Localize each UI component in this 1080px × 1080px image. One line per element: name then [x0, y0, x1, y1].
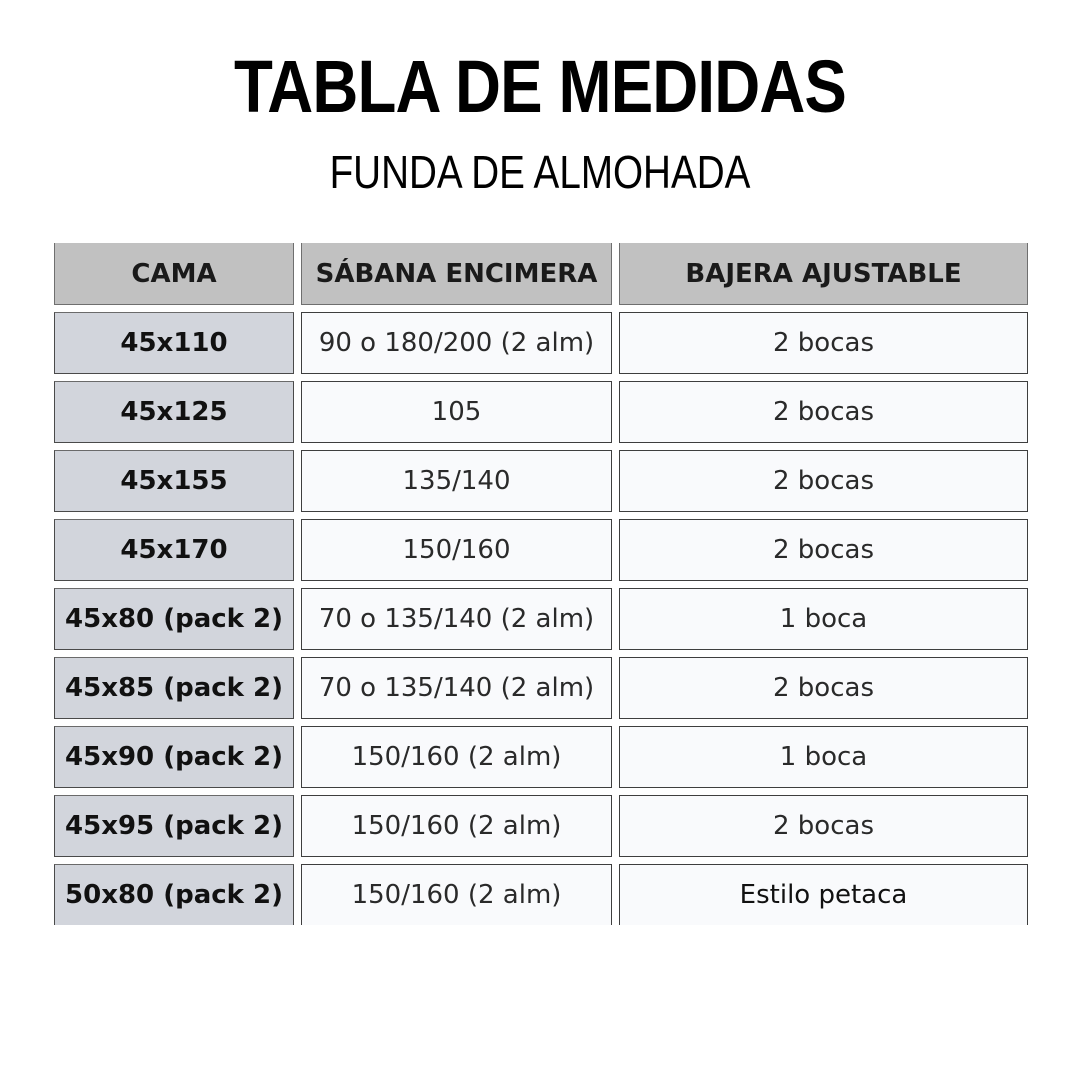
size-table: [54, 243, 1028, 932]
sabana-cell: 105: [301, 381, 612, 443]
table-row: [54, 450, 1028, 512]
bajera-cell: 2 bocas: [619, 312, 1028, 374]
sabana-cell: 150/160 (2 alm): [301, 864, 612, 925]
sabana-cell: 70 o 135/140 (2 alm): [301, 588, 612, 650]
table-row: [54, 588, 1028, 650]
bajera-cell: 2 bocas: [619, 381, 1028, 443]
table-row: [54, 381, 1028, 443]
table-header-row: [54, 243, 1028, 305]
table-row: [54, 795, 1028, 857]
header-cama: CAMA: [54, 243, 294, 305]
bajera-cell: 2 bocas: [619, 657, 1028, 719]
cama-cell: 45x95 (pack 2): [54, 795, 294, 857]
page-title: TABLA DE MEDIDAS: [233, 45, 847, 128]
cama-cell: 45x80 (pack 2): [54, 588, 294, 650]
table-row: [54, 657, 1028, 719]
cama-cell: 50x80 (pack 2): [54, 864, 294, 925]
bajera-cell: Estilo petaca: [619, 864, 1028, 925]
header-sabana-encimera: SÁBANA ENCIMERA: [301, 243, 612, 305]
cama-cell: 45x125: [54, 381, 294, 443]
table-row: [54, 312, 1028, 374]
bajera-cell: 2 bocas: [619, 519, 1028, 581]
sabana-cell: 150/160: [301, 519, 612, 581]
cama-cell: 45x85 (pack 2): [54, 657, 294, 719]
table-row: [54, 864, 1028, 925]
table-row: [54, 519, 1028, 581]
bajera-cell: 1 boca: [619, 726, 1028, 788]
sabana-cell: 90 o 180/200 (2 alm): [301, 312, 612, 374]
sabana-cell: 135/140: [301, 450, 612, 512]
bajera-cell: 2 bocas: [619, 450, 1028, 512]
bajera-cell: 2 bocas: [619, 795, 1028, 857]
cama-cell: 45x110: [54, 312, 294, 374]
sabana-cell: 150/160 (2 alm): [301, 795, 612, 857]
page-subtitle: FUNDA DE ALMOHADA: [329, 146, 751, 198]
header-bajera-ajustable: BAJERA AJUSTABLE: [619, 243, 1028, 305]
cama-cell: 45x155: [54, 450, 294, 512]
cama-cell: 45x170: [54, 519, 294, 581]
sabana-cell: 70 o 135/140 (2 alm): [301, 657, 612, 719]
bajera-cell: 1 boca: [619, 588, 1028, 650]
sabana-cell: 150/160 (2 alm): [301, 726, 612, 788]
cama-cell: 45x90 (pack 2): [54, 726, 294, 788]
table-row: [54, 726, 1028, 788]
